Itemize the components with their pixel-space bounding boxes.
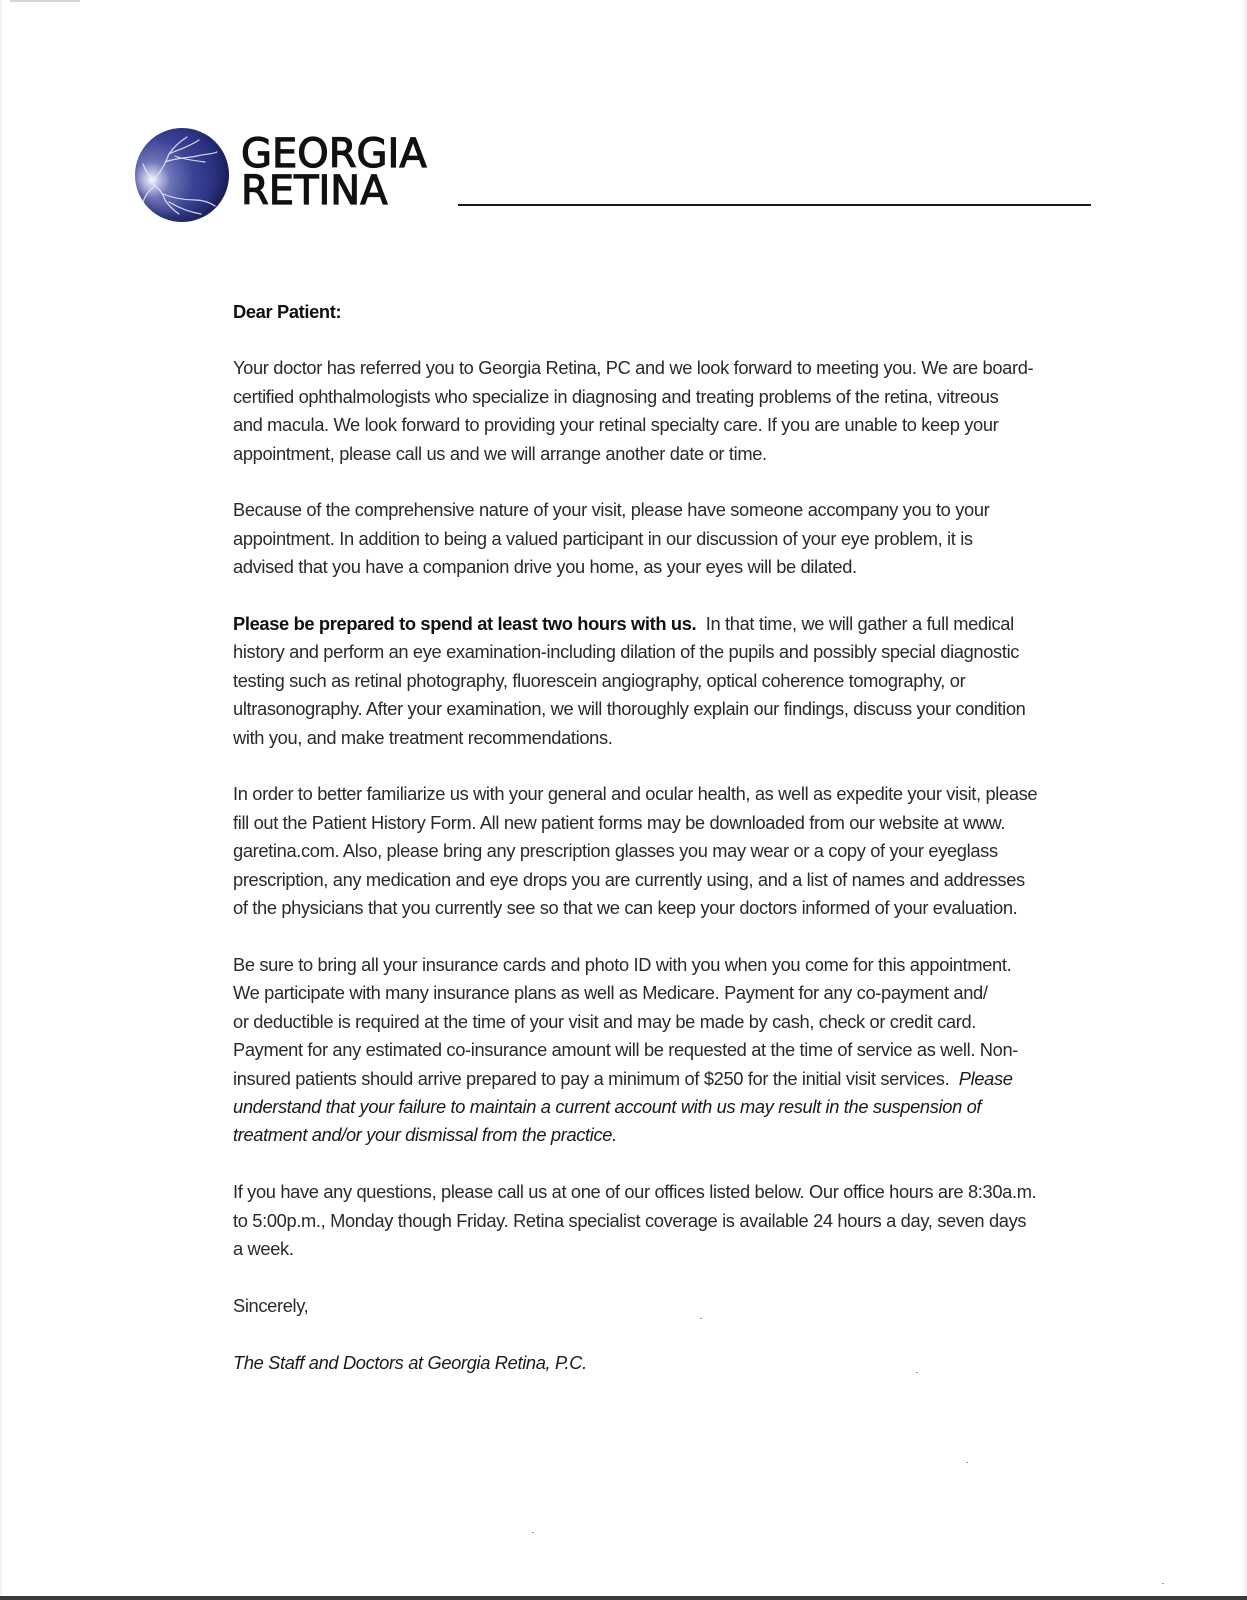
text-line: garetina.com. Also, please bring any prescription glasses you may wear or a copy of your eyeglass [233,840,998,862]
text-line: testing such as retinal photography, fluorescein angiography, optical coherence tomography, or [233,669,966,691]
letterhead-rule [458,204,1091,206]
text-line: ultrasonography. After your examination, we will thoroughly explain our findings, discuss your condition [233,698,1026,720]
text-line [233,1065,1093,1093]
logo-line-1: GEORGIA [241,131,427,177]
text-line: Be sure to bring all your insurance cards and photo ID with you when you come for this appointment. [233,953,1012,975]
text-line: history and perform an eye examination-including dilation of the pupils and possibly special diagnostic [233,641,1020,663]
scan-speck [532,1532,534,1533]
paragraph-contact [233,1178,1093,1263]
closing: Sincerely, [233,1294,309,1316]
text-line: and macula. We look forward to providing your retinal specialty care. If you are unable to keep your [233,414,999,436]
scan-speck [916,1372,918,1373]
paragraph-duration [233,610,1093,752]
text-line: with you, and make treatment recommendations. [233,726,613,748]
text-line: Your doctor has referred you to Georgia Retina, PC and we look forward to meeting you. We are board- [233,357,1034,379]
text-line: Payment for any estimated co-insurance amount will be requested at the time of service as well. Non- [233,1039,1018,1061]
scan-speck [1162,1583,1164,1584]
text-line: certified ophthalmologists who specialize in diagnosing and treating problems of the retina, vitreous [233,385,999,407]
paragraph-forms [233,780,1093,922]
scan-edge-bottom [0,1596,1247,1600]
text-fragment: insured patients should arrive prepared to pay a minimum of $250 for the initial visit services. [233,1067,959,1089]
logo-wordmark [241,131,427,214]
paragraph-referral [233,354,1093,468]
text-line: a week. [233,1237,294,1259]
retina-globe-icon [135,128,229,222]
text-line: advised that you have a companion drive you home, as your eyes will be dilated. [233,556,857,578]
text-line: Because of the comprehensive nature of your visit, please have someone accompany you to your [233,499,990,521]
italic-notice-line: treatment and/or your dismissal from the practice. [233,1124,617,1146]
salutation: Dear Patient: [233,301,342,322]
letter-body [233,298,1093,1377]
text-line: appointment. In addition to being a valued participant in our discussion of your eye problem, it is [233,527,973,549]
text-line: or deductible is required at the time of your visit and may be made by cash, check or credit card. [233,1010,977,1032]
paragraph-companion [233,496,1093,581]
bold-lead: Please be prepared to spend at least two hours with us. [233,613,697,635]
text-line: appointment, please call us and we will arrange another date or time. [233,442,767,464]
text-fragment: In that time, we will gather a full medical [696,613,1014,635]
scan-edge-top [10,0,80,2]
letterhead [135,128,1090,228]
text-line: to 5:00p.m., Monday though Friday. Retina specialist coverage is available 24 hours a day, seven days [233,1209,1027,1231]
paragraph-insurance [233,951,1093,1150]
scan-speck [966,1462,968,1463]
text-line: We participate with many insurance plans as well as Medicare. Payment for any co-payment and/ [233,982,988,1004]
text-line [233,610,1093,638]
text-line: prescription, any medication and eye drops you are currently using, and a list of names and addresses [233,868,1025,890]
scan-edge-left [0,0,3,1600]
text-line: If you have any questions, please call us at one of our offices listed below. Our office hours are 8:30a.m. [233,1181,1037,1203]
italic-notice-line: understand that your failure to maintain a current account with us may result in the suspension of [233,1095,982,1117]
scan-speck [700,1318,702,1319]
scan-edge-right [1241,0,1247,1600]
italic-notice: Please [958,1067,1013,1089]
logo-line-2: RETINA [241,168,388,214]
text-line: In order to better familiarize us with your general and ocular health, as well as expedite your visit, please [233,783,1038,805]
text-line: fill out the Patient History Form. All new patient forms may be downloaded from our website at www. [233,811,1006,833]
signature: The Staff and Doctors at Georgia Retina, P.C. [233,1351,587,1373]
text-line: of the physicians that you currently see so that we can keep your doctors informed of your evaluation. [233,897,1018,919]
